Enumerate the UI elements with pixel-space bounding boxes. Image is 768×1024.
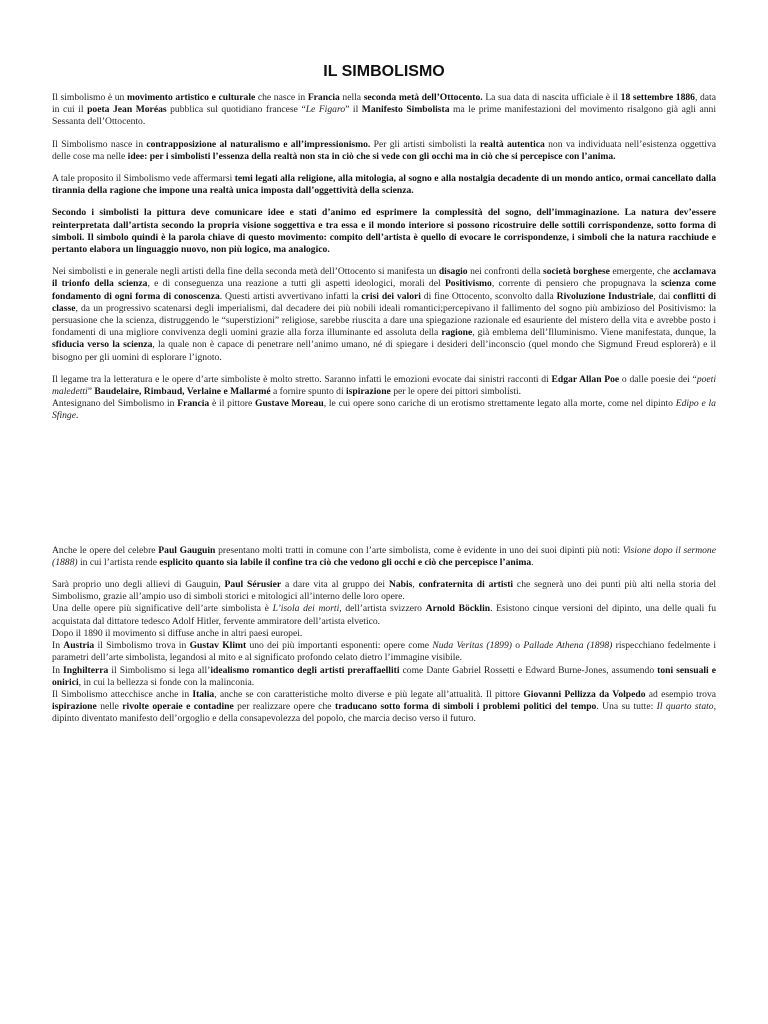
spacer [52,256,716,266]
text-run: che segnerà uno dei punti più alti nella storia del Simbolismo, grazie all’ampio uso di simboli storici e mitologici all’interno delle loro opere. [52,579,717,603]
bold-text: Baudelaire, Rimbaud, Verlaine e Mallarmé [94,386,271,398]
text-run: Il Simbolismo nasce in [52,138,147,150]
text-run: . [75,410,79,422]
text-run: , e di conseguenza una reazione a tutti gli aspetti ideologici, morali del [147,278,445,290]
bold-text: contrapposizione al naturalismo e all’impressionismo. [146,138,371,150]
text-run: a fornire spunto di [270,386,347,398]
text-run: nella [339,92,364,103]
text-run: nelle [96,701,123,713]
document-page [52,62,716,726]
text-run: La sua data di nascita ufficiale è il [482,92,621,103]
italic-text: L’isola dei morti [272,603,340,615]
text-run: come Dante Gabriel Rossetti e Edward Burne-Jones, assumendo [399,664,658,676]
text-run: è il pittore [209,398,255,410]
text-run: , da un progressivo scatenarsi degli imperialismi, dal decadere dei più nobili ideali romantici;percepivano il fallimento del sogno più ambizioso del Positivismo: la persuasione che la scienza, distruggendo le “superstizioni” religiose, sarebbe riuscita a dare una spiegazione razionale ed esauriente del mistero della vita e avrebbe posto i fondamenti di una migliore convivenza degli uomini grazie alla forza illuminante ed assoluta della [52,302,716,339]
italic-text: Edipo e la Sfinge [52,398,716,422]
paragraph-symbol [52,207,716,256]
text-run: o [511,640,524,652]
bold-text: Nabis [388,579,413,591]
bold-text: Giovanni Pellizza da Volpedo [523,688,646,700]
bold-text: realtà autentica [479,138,545,150]
bold-text: Rivoluzione Industriale [556,290,654,302]
bold-text: disagio [438,266,468,278]
text-run: rispecchiano fedelmente i parametri dell’arte simbolista, legandosi al mito e al significato profondo celato dietro l’immagine visibile. [52,640,717,664]
text-run: , in cui la bellezza si fonde con la malinconia. [78,676,255,688]
paragraph-austria [52,640,716,664]
bold-text: sfiducia verso la scienza [52,339,153,351]
text-run: , corrente di pensiero che propugnava la [491,278,662,290]
text-run: che nasce in [255,92,308,103]
image-placeholder-space [52,423,716,545]
bold-text: Edgar Allan Poe [551,373,620,385]
text-run: . [531,556,534,568]
text-run: , dai [653,290,674,302]
text-run: o dalle poesie dei “ [619,373,697,385]
text-run: Nei simbolisti e in generale negli artisti della fine della seconda metà dell’Ottocento si manifesta un [52,266,439,278]
text-run: , anche se con caratteristiche molto diverse e più legate all’attualità. Il pittore [214,688,524,700]
bold-text: movimento artistico e culturale [126,92,256,103]
paragraph-literature [52,374,716,398]
paragraph-moreau [52,398,716,422]
bold-text: traducano sotto forma di simboli i problemi politici del tempo [335,701,597,713]
spacer [52,364,716,374]
text-run: , dell’artista svizzero [339,603,426,615]
text-run: , le cui opere sono cariche di un erotismo strettamente legato alla morte, come nel dipinto [323,398,676,410]
text-run: Il Simbolismo attecchisce anche in [52,688,193,700]
paragraph-context [52,266,716,364]
text-run: non va individuata nell’esistenza oggettiva delle cose ma nelle [52,138,716,162]
text-run: Il legame tra la letteratura e le opere d’arte simboliste è molto stretto. Saranno infatti le emozioni evocate dai sinistri racconti di [52,373,552,385]
spacer [52,197,716,207]
text-run: . Una su tutte: [596,701,657,713]
bold-text: poeta Jean Moréas [87,104,167,116]
text-run: a dare vita al gruppo dei [281,579,389,591]
bold-text: rivolte operaie e contadine [122,701,234,713]
text-run: ma le prime manifestazioni del movimento risalgono già agli anni Sessanta dell’Ottocento. [52,104,716,128]
text-run: Antesignano del Simbolismo in [52,398,178,410]
text-run: ” [87,386,95,398]
bold-text: Francia [177,398,210,410]
paragraph-bocklin [52,603,716,627]
text-run: il Simbolismo trova in [94,640,190,652]
bold-text: Francia [307,92,340,103]
text-run: Una delle opere più significative dell’arte simbolista è [52,603,273,615]
bold-text: società borghese [543,266,610,278]
bold-text: Inghilterra [63,664,109,676]
bold-text: idealismo romantico degli artisti preraffaelliti [210,664,400,676]
bold-text: confraternita di artisti [418,579,514,591]
paragraph-origins [52,92,716,129]
italic-text: poeti maledetti [52,373,716,398]
italic-text: Pallade Athena (1898) [523,640,613,652]
text-run: emergente, che [609,266,673,278]
text-run: ” il [345,104,362,116]
page-title: IL SIMBOLISMO [323,63,445,80]
bold-text: ragione [441,327,473,339]
paragraph-italy [52,689,716,726]
bold-text: ispirazione [346,386,391,398]
bold-text: Paul Gauguin [158,544,216,556]
text-run: uno dei più importanti esponenti: opere come [246,640,433,652]
paragraph-spread [52,628,716,640]
text-run: . Questi artisti avvertivano infatti la [219,290,362,302]
text-run: In [52,664,64,676]
text-run: Il simbolismo è un [52,92,127,103]
bold-text: idee: per i simbolisti l’essenza della realtà non sta in ciò che si vede con gli occhi ma in ciò che si percepisce con l’anima. [127,150,616,162]
text-run: , data in cui il [52,92,716,116]
text-run: , già emblema dell’Illuminismo. Viene manifestata, dunque, la [472,327,716,339]
spacer [52,569,716,579]
bold-text: Austria [63,640,95,652]
italic-text: Nuda Veritas (1899) [432,640,512,652]
bold-text: ispirazione [52,701,97,713]
spacer [52,129,716,139]
text-run: pubblica sul quotidiano francese “ [166,104,306,116]
bold-text: scienza come fondamento di ogni forma di conoscenza [52,278,716,302]
italic-text: Le Figaro [305,104,346,116]
text-run: Dopo il 1890 il movimento si diffuse anche in altri paesi europei. [52,627,303,639]
bold-text: Secondo i simbolisti la pittura deve comunicare idee e stati d’animo ed esprimere la complessità del sogno, dell’immaginazione. La natura dev’essere reinterpretata dall’artista secondo la propria visione soggettiva e tra essa e il mondo interiore si possono ricostruire delle sottili corrispondenze, sotto forma di simboli. Il simbolo quindi è la parola chiave di questo movimento: compito dell’artista è quello di evocare le corrispondenze, i simboli che la natura racchiude e pertanto elabora un linguaggio nuovo, non più logico, ma analogico. [52,207,716,256]
text-run: Anche le opere del celebre [52,544,159,556]
bold-text: Gustave Moreau [255,398,324,410]
italic-text: Visione dopo il sermone (1888) [52,544,716,568]
text-run: A tale proposito il Simbolismo vede affermarsi [52,173,235,185]
italic-text: Il quarto stato [656,701,714,713]
paragraph-themes [52,173,716,197]
text-run: in cui l’artista rende [77,556,160,568]
bold-text: conflitti di classe [52,290,717,314]
text-run: , [412,579,419,591]
spacer [52,163,716,173]
bold-text: toni sensuali e onirici [52,664,716,688]
text-run: per realizzare opere che [233,701,335,713]
paragraph-contrast [52,139,716,163]
bold-text: temi legati alla religione, alla mitologia, al sogno e alla nostalgia decadente di un mondo antico, ormai cancellato dalla tirannia della ragione che impone una realtà unica imposta dall’oggettività della scienza. [52,173,717,197]
bold-text: acclamava il trionfo della scienza [52,266,717,290]
paragraph-england [52,665,716,689]
bold-text: Arnold Böcklin [425,603,491,615]
text-run: , dipinto diventato manifesto dell’orgoglio e della consapevolezza del popolo, che marcia deciso verso il futuro. [52,701,717,725]
text-run: ad esempio trova [645,688,717,700]
text-run: di fine Ottocento, sconvolto dalla [420,290,557,302]
text-run: . Esistono cinque versioni del dipinto, una delle quali fu acquistata dal dittatore tedesco Adolf Hitler, fervente ammiratore dell’artista elvetico. [52,603,716,627]
text-run: per le opere dei pittori simbolisti. [390,386,522,398]
bold-text: 18 settembre 1886 [620,92,695,103]
text-run: Per gli artisti simbolisti la [370,138,480,150]
text-run: presentano molti tratti in comune con l’arte simbolista, come è evidente in uno dei suoi dipinti più noti: [215,544,623,556]
text-run: In [52,640,64,652]
bold-text: Positivismo [444,278,492,290]
bold-text: Paul Sérusier [224,579,282,591]
bold-text: Manifesto Simbolista [361,104,450,116]
text-run: , la quale non è capace di penetrare nell’animo umano, né di spiegare i desideri dell’inconscio (quel mondo che Sigmund Freud esplorerà) e il bisogno per gli uomini di esplorare l’ignoto. [52,339,716,363]
text-run: Sarà proprio uno degli allievi di Gauguin, [52,579,225,591]
text-run: nei confronti della [467,266,543,278]
paragraph-gauguin [52,545,716,569]
text-run: il Simbolismo si lega all’ [108,664,211,676]
bold-text: esplicito quanto sia labile il confine tra ciò che vedono gli occhi e ciò che percepisce l’anima [159,556,532,568]
paragraph-serusier [52,579,716,603]
bold-text: Italia [192,688,215,700]
bold-text: seconda metà dell’Ottocento. [363,92,483,103]
bold-text: crisi dei valori [361,290,421,302]
bold-text: Gustav Klimt [189,640,247,652]
